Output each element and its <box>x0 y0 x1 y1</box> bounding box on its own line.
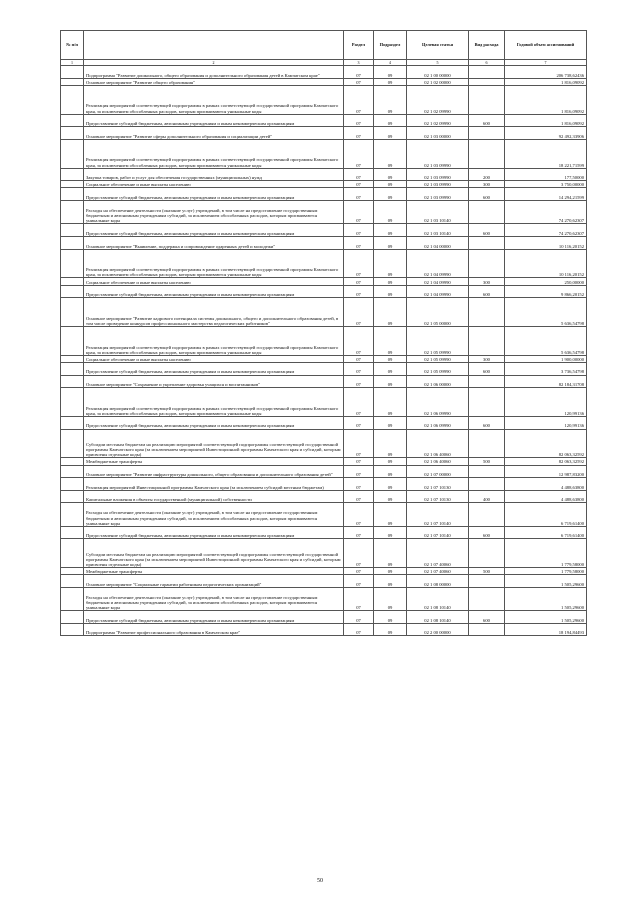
target-article-cell: 02 1 02 00000 <box>407 78 469 85</box>
target-article-cell: 02 1 04 09990 <box>407 278 469 285</box>
expense-type-cell <box>469 237 505 250</box>
amount-cell: 18 194,84493 <box>505 623 587 636</box>
amount-cell: 5 636,54798 <box>505 298 587 327</box>
table-row <box>61 526 587 539</box>
expense-type-cell: 300 <box>469 181 505 188</box>
expense-type-cell <box>469 503 505 526</box>
amount-cell: 206 738,62436 <box>505 66 587 79</box>
section-cell: 07 <box>344 127 374 140</box>
row-name-cell: Подпрограмма "Развитие профессионального образования в Камчатском крае" <box>84 623 344 636</box>
section-cell: 07 <box>344 278 374 285</box>
expense-type-cell: 600 <box>469 416 505 429</box>
subsection-cell: 09 <box>374 66 407 79</box>
column-number: 3 <box>344 60 374 66</box>
target-article-cell: 02 1 00 00000 <box>407 66 469 79</box>
num-cell <box>61 114 84 127</box>
num-cell <box>61 623 84 636</box>
section-cell: 07 <box>344 66 374 79</box>
row-name-cell: Реализация мероприятий соответствующей подпрограммы в рамках соответствующей государственной программы Камчатского края, за исключением обособленных расходов, которым присваиваются уникальные коды <box>84 249 344 278</box>
target-article-cell: 02 1 07 10140 <box>407 503 469 526</box>
target-article-cell: 02 1 07 10130 <box>407 490 469 503</box>
section-cell: 07 <box>344 458 374 465</box>
section-cell: 07 <box>344 188 374 201</box>
num-cell <box>61 362 84 375</box>
target-article-cell: 02 1 03 09990 <box>407 168 469 181</box>
row-name-cell: Основное мероприятие "Социальные гарантии работникам педагогических организаций" <box>84 575 344 588</box>
subsection-cell: 09 <box>374 587 407 610</box>
table-row <box>61 539 587 568</box>
table-row <box>61 611 587 624</box>
subsection-cell: 09 <box>374 278 407 285</box>
row-name-cell: Расходы на обеспечение деятельности (оказание услуг) учреждений, в том числе на предоставление государственным бюджетным и автономным учреждениям субсидий, за исключением обособленных расходов, которым присваиваются уникальные коды <box>84 503 344 526</box>
table-row <box>61 298 587 327</box>
expense-type-cell <box>469 587 505 610</box>
amount-cell: 18 221,71599 <box>505 139 587 168</box>
header-name <box>84 31 344 60</box>
row-name-cell: Расходы на обеспечение деятельности (оказание услуг) учреждений, в том числе на предоставление государственным бюджетным и автономным учреждениям субсидий, за исключением обособленных расходов, которым присваиваются уникальные коды <box>84 587 344 610</box>
amount-cell: 9 866,20152 <box>505 285 587 298</box>
expense-type-cell <box>469 78 505 85</box>
row-name-cell: Реализация мероприятий соответствующей подпрограммы в рамках соответствующей государственной программы Камчатского края, за исключением обособленных расходов, которым присваиваются уникальные коды <box>84 85 344 114</box>
target-article-cell: 02 1 05 00000 <box>407 298 469 327</box>
num-cell <box>61 249 84 278</box>
header-expense-type: Вид расхода <box>469 31 505 60</box>
column-number: 6 <box>469 60 505 66</box>
header-section: Раздел <box>344 31 374 60</box>
row-name-cell: Подпрограмма "Развитие дошкольного, общего образования и дополнительного образования детей в Камчатском крае" <box>84 66 344 79</box>
row-name-cell: Расходы на обеспечение деятельности (оказание услуг) учреждений, в том числе на предоставление государственным бюджетным и автономным учреждениям субсидий, за исключением обособленных расходов, которым присваиваются уникальные коды <box>84 201 344 224</box>
section-cell: 07 <box>344 139 374 168</box>
num-cell <box>61 181 84 188</box>
num-cell <box>61 478 84 491</box>
column-number: 1 <box>61 60 84 66</box>
target-article-cell: 02 1 07 40060 <box>407 539 469 568</box>
num-cell <box>61 85 84 114</box>
amount-cell: 1 816,09092 <box>505 114 587 127</box>
target-article-cell: 02 1 08 10140 <box>407 611 469 624</box>
amount-cell: 1 505,29600 <box>505 575 587 588</box>
target-article-cell: 02 1 07 10130 <box>407 478 469 491</box>
num-cell <box>61 575 84 588</box>
section-cell: 07 <box>344 478 374 491</box>
expense-type-cell <box>469 478 505 491</box>
target-article-cell: 02 1 08 00000 <box>407 575 469 588</box>
subsection-cell: 09 <box>374 168 407 181</box>
column-number: 5 <box>407 60 469 66</box>
section-cell: 07 <box>344 429 374 458</box>
table-row <box>61 85 587 114</box>
table-row <box>61 224 587 237</box>
expense-type-cell <box>469 429 505 458</box>
amount-cell: 82 063,32592 <box>505 429 587 458</box>
row-name-cell: Предоставление субсидий бюджетным, автономным учреждениям и иным некоммерческим организациям <box>84 362 344 375</box>
target-article-cell: 02 1 03 10140 <box>407 201 469 224</box>
table-row <box>61 458 587 465</box>
table-row <box>61 362 587 375</box>
target-article-cell: 02 1 05 09990 <box>407 355 469 362</box>
subsection-cell: 09 <box>374 429 407 458</box>
section-cell: 07 <box>344 249 374 278</box>
row-name-cell: Основное мероприятие "Развитие общего образования" <box>84 78 344 85</box>
expense-type-cell: 500 <box>469 568 505 575</box>
section-cell: 07 <box>344 465 374 478</box>
row-name-cell: Межбюджетные трансферты <box>84 568 344 575</box>
section-cell: 07 <box>344 168 374 181</box>
amount-cell: 250,00000 <box>505 278 587 285</box>
num-cell <box>61 168 84 181</box>
amount-cell: 1 505,29600 <box>505 611 587 624</box>
header-amount: Годовой объем ассигнований <box>505 31 587 60</box>
section-cell: 07 <box>344 201 374 224</box>
row-name-cell: Основное мероприятие "Развитие сферы дополнительного образования и социализации детей" <box>84 127 344 140</box>
subsection-cell: 09 <box>374 85 407 114</box>
column-number: 4 <box>374 60 407 66</box>
amount-cell: 120,99136 <box>505 416 587 429</box>
amount-cell: 1 505,29600 <box>505 587 587 610</box>
subsection-cell: 09 <box>374 237 407 250</box>
num-cell <box>61 490 84 503</box>
expense-type-cell: 300 <box>469 355 505 362</box>
table-row <box>61 237 587 250</box>
target-article-cell: 02 1 03 10140 <box>407 224 469 237</box>
num-cell <box>61 237 84 250</box>
row-name-cell: Межбюджетные трансферты <box>84 458 344 465</box>
section-cell: 07 <box>344 503 374 526</box>
row-name-cell: Основное мероприятие "Развитие кадрового потенциала системы дошкольного, общего и дополнительного образования детей, в том числе проведение конкурсов профессионального мастерства педагогических работников" <box>84 298 344 327</box>
target-article-cell: 02 1 03 00000 <box>407 127 469 140</box>
table-row <box>61 249 587 278</box>
row-name-cell: Капитальные вложения в объекты государственной (муниципальной) собственности <box>84 490 344 503</box>
expense-type-cell <box>469 139 505 168</box>
amount-cell: 82 184,31708 <box>505 375 587 388</box>
expense-type-cell <box>469 623 505 636</box>
header-subsection: Подраздел <box>374 31 407 60</box>
amount-cell: 82 063,32592 <box>505 458 587 465</box>
section-cell: 07 <box>344 611 374 624</box>
num-cell <box>61 416 84 429</box>
row-name-cell: Субсидии местным бюджетам на реализацию мероприятий соответствующей подпрограммы соответствующей государственной программы Камчатского края (за исключением мероприятий Инвестиционной программы Камчатского края и субсидий, которым присвоены отдельные коды) <box>84 429 344 458</box>
section-cell: 07 <box>344 416 374 429</box>
amount-cell: 74 270,62307 <box>505 224 587 237</box>
amount-cell: 5 636,54798 <box>505 326 587 355</box>
budget-table <box>60 30 587 636</box>
expense-type-cell: 600 <box>469 285 505 298</box>
target-article-cell: 02 1 05 09990 <box>407 326 469 355</box>
subsection-cell: 09 <box>374 568 407 575</box>
table-row <box>61 568 587 575</box>
row-name-cell: Реализация мероприятий Инвестиционной программы Камчатского края (за исключением субсидий местным бюджетам) <box>84 478 344 491</box>
section-cell: 07 <box>344 568 374 575</box>
target-article-cell: 02 1 07 00000 <box>407 465 469 478</box>
table-row <box>61 326 587 355</box>
column-number: 7 <box>505 60 587 66</box>
table-row <box>61 78 587 85</box>
table-row <box>61 201 587 224</box>
amount-cell: 1 779,58000 <box>505 539 587 568</box>
header-target: Целевая статья <box>407 31 469 60</box>
num-cell <box>61 127 84 140</box>
amount-cell: 1 816,09092 <box>505 85 587 114</box>
section-cell: 07 <box>344 490 374 503</box>
subsection-cell: 09 <box>374 388 407 417</box>
target-article-cell: 02 1 07 10140 <box>407 526 469 539</box>
section-cell: 07 <box>344 526 374 539</box>
section-cell: 07 <box>344 375 374 388</box>
expense-type-cell <box>469 465 505 478</box>
row-name-cell: Реализация мероприятий соответствующей подпрограммы в рамках соответствующей государственной программы Камчатского края, за исключением обособленных расходов, которым присваиваются уникальные коды <box>84 326 344 355</box>
num-cell <box>61 278 84 285</box>
expense-type-cell <box>469 388 505 417</box>
amount-cell: 3 750,00000 <box>505 181 587 188</box>
table-row <box>61 503 587 526</box>
num-cell <box>61 188 84 201</box>
section-cell: 07 <box>344 539 374 568</box>
amount-cell: 14 294,21599 <box>505 188 587 201</box>
subsection-cell: 09 <box>374 490 407 503</box>
target-article-cell: 02 1 05 09990 <box>407 362 469 375</box>
target-article-cell: 02 1 03 09990 <box>407 181 469 188</box>
table-row <box>61 416 587 429</box>
row-name-cell: Предоставление субсидий бюджетным, автономным учреждениям и иным некоммерческим организациям <box>84 611 344 624</box>
expense-type-cell <box>469 375 505 388</box>
subsection-cell: 09 <box>374 285 407 298</box>
subsection-cell: 09 <box>374 375 407 388</box>
subsection-cell: 09 <box>374 362 407 375</box>
num-cell <box>61 375 84 388</box>
target-article-cell: 02 1 03 09990 <box>407 139 469 168</box>
amount-cell: 120,99136 <box>505 388 587 417</box>
expense-type-cell <box>469 249 505 278</box>
table-row <box>61 355 587 362</box>
table-row <box>61 139 587 168</box>
expense-type-cell: 300 <box>469 278 505 285</box>
amount-cell: 74 270,62307 <box>505 201 587 224</box>
section-cell: 07 <box>344 362 374 375</box>
row-name-cell: Основное мероприятие "Выявление, поддержка и сопровождение одаренных детей и молодежи" <box>84 237 344 250</box>
expense-type-cell <box>469 127 505 140</box>
subsection-cell: 09 <box>374 503 407 526</box>
row-name-cell: Основное мероприятие "Развитие инфраструктуры дошкольного, общего образования и дополнительного образования детей" <box>84 465 344 478</box>
num-cell <box>61 388 84 417</box>
expense-type-cell: 600 <box>469 188 505 201</box>
target-article-cell: 02 1 07 40060 <box>407 568 469 575</box>
row-name-cell: Субсидии местным бюджетам на реализацию мероприятий соответствующей подпрограммы соответствующей государственной программы Камчатского края (за исключением мероприятий Инвестиционной программы Камчатского края и субсидий, которым присвоены отдельные коды) <box>84 539 344 568</box>
section-cell: 07 <box>344 355 374 362</box>
row-name-cell: Социальное обеспечение и иные выплаты населению <box>84 355 344 362</box>
target-article-cell: 02 2 00 00000 <box>407 623 469 636</box>
table-row <box>61 278 587 285</box>
num-cell <box>61 139 84 168</box>
num-cell <box>61 587 84 610</box>
section-cell: 07 <box>344 623 374 636</box>
expense-type-cell: 600 <box>469 611 505 624</box>
expense-type-cell: 500 <box>469 458 505 465</box>
num-cell <box>61 526 84 539</box>
expense-type-cell <box>469 66 505 79</box>
subsection-cell: 09 <box>374 298 407 327</box>
subsection-cell: 09 <box>374 201 407 224</box>
num-cell <box>61 355 84 362</box>
subsection-cell: 09 <box>374 139 407 168</box>
expense-type-cell: 400 <box>469 490 505 503</box>
table-body <box>61 66 587 636</box>
header-num: № п/п <box>61 31 84 60</box>
subsection-cell: 09 <box>374 526 407 539</box>
subsection-cell: 09 <box>374 188 407 201</box>
subsection-cell: 09 <box>374 416 407 429</box>
subsection-cell: 09 <box>374 575 407 588</box>
table-row <box>61 114 587 127</box>
subsection-cell: 09 <box>374 355 407 362</box>
num-cell <box>61 285 84 298</box>
row-name-cell: Закупка товаров, работ и услуг для обеспечения государственных (муниципальных) нужд <box>84 168 344 181</box>
amount-cell: 4 488,63800 <box>505 478 587 491</box>
row-name-cell: Социальное обеспечение и иные выплаты населению <box>84 278 344 285</box>
expense-type-cell <box>469 326 505 355</box>
subsection-cell: 09 <box>374 127 407 140</box>
section-cell: 07 <box>344 388 374 417</box>
subsection-cell: 09 <box>374 539 407 568</box>
table-row <box>61 181 587 188</box>
table-row <box>61 127 587 140</box>
table-row <box>61 388 587 417</box>
section-cell: 07 <box>344 114 374 127</box>
table-row <box>61 490 587 503</box>
amount-cell: 1 816,09092 <box>505 78 587 85</box>
section-cell: 07 <box>344 587 374 610</box>
target-article-cell: 02 1 06 09990 <box>407 416 469 429</box>
row-name-cell: Реализация мероприятий соответствующей подпрограммы в рамках соответствующей государственной программы Камчатского края, за исключением обособленных расходов, которым присваиваются уникальные коды <box>84 388 344 417</box>
row-name-cell: Предоставление субсидий бюджетным, автономным учреждениям и иным некоммерческим организациям <box>84 188 344 201</box>
amount-cell: 92 492,33906 <box>505 127 587 140</box>
section-cell: 07 <box>344 298 374 327</box>
target-article-cell: 02 1 02 09990 <box>407 114 469 127</box>
num-cell <box>61 66 84 79</box>
num-cell <box>61 539 84 568</box>
target-article-cell: 02 1 03 09990 <box>407 188 469 201</box>
row-name-cell: Основное мероприятие "Сохранение и укрепление здоровья учащихся и воспитанников" <box>84 375 344 388</box>
row-name-cell: Социальное обеспечение и иные выплаты населению <box>84 181 344 188</box>
section-cell: 07 <box>344 85 374 114</box>
target-article-cell: 02 1 04 00000 <box>407 237 469 250</box>
row-name-cell: Предоставление субсидий бюджетным, автономным учреждениям и иным некоммерческим организациям <box>84 416 344 429</box>
num-cell <box>61 78 84 85</box>
table-row <box>61 587 587 610</box>
subsection-cell: 09 <box>374 181 407 188</box>
section-cell: 07 <box>344 78 374 85</box>
row-name-cell: Предоставление субсидий бюджетным, автономным учреждениям и иным некоммерческим организациям <box>84 224 344 237</box>
table-header-row <box>61 31 587 60</box>
table-row <box>61 285 587 298</box>
amount-cell: 177,50000 <box>505 168 587 181</box>
subsection-cell: 09 <box>374 478 407 491</box>
amount-cell: 10 116,20152 <box>505 237 587 250</box>
section-cell: 07 <box>344 181 374 188</box>
row-name-cell: Предоставление субсидий бюджетным, автономным учреждениям и иным некоммерческим организациям <box>84 114 344 127</box>
expense-type-cell: 600 <box>469 114 505 127</box>
section-cell: 07 <box>344 224 374 237</box>
num-cell <box>61 224 84 237</box>
table-row <box>61 66 587 79</box>
expense-type-cell <box>469 575 505 588</box>
target-article-cell: 02 1 02 09990 <box>407 85 469 114</box>
num-cell <box>61 458 84 465</box>
table-row <box>61 623 587 636</box>
num-cell <box>61 201 84 224</box>
expense-type-cell: 600 <box>469 362 505 375</box>
amount-cell: 6 719,61400 <box>505 503 587 526</box>
num-cell <box>61 429 84 458</box>
subsection-cell: 09 <box>374 623 407 636</box>
num-cell <box>61 568 84 575</box>
expense-type-cell <box>469 298 505 327</box>
subsection-cell: 09 <box>374 326 407 355</box>
subsection-cell: 09 <box>374 114 407 127</box>
target-article-cell: 02 1 08 10140 <box>407 587 469 610</box>
page-number: 50 <box>317 878 323 884</box>
row-name-cell: Предоставление субсидий бюджетным, автономным учреждениям и иным некоммерческим организациям <box>84 526 344 539</box>
amount-cell: 4 488,63800 <box>505 490 587 503</box>
table-row <box>61 375 587 388</box>
table-row <box>61 188 587 201</box>
section-cell: 07 <box>344 237 374 250</box>
row-name-cell: Предоставление субсидий бюджетным, автономным учреждениям и иным некоммерческим организациям <box>84 285 344 298</box>
subsection-cell: 09 <box>374 249 407 278</box>
row-name-cell: Реализация мероприятий соответствующей подпрограммы в рамках соответствующей государственной программы Камчатского края, за исключением обособленных расходов, которым присваиваются уникальные коды <box>84 139 344 168</box>
subsection-cell: 09 <box>374 465 407 478</box>
target-article-cell: 02 1 04 09990 <box>407 285 469 298</box>
table-row <box>61 478 587 491</box>
subsection-cell: 09 <box>374 224 407 237</box>
target-article-cell: 02 1 06 40060 <box>407 429 469 458</box>
num-cell <box>61 465 84 478</box>
target-article-cell: 02 1 06 40060 <box>407 458 469 465</box>
target-article-cell: 02 1 06 00000 <box>407 375 469 388</box>
num-cell <box>61 611 84 624</box>
budget-document <box>60 30 586 636</box>
expense-type-cell: 600 <box>469 526 505 539</box>
table-row <box>61 429 587 458</box>
amount-cell: 12 987,83200 <box>505 465 587 478</box>
section-cell: 07 <box>344 285 374 298</box>
expense-type-cell: 200 <box>469 168 505 181</box>
num-cell <box>61 503 84 526</box>
column-number: 2 <box>84 60 344 66</box>
amount-cell: 1 900,00000 <box>505 355 587 362</box>
amount-cell: 3 736,54798 <box>505 362 587 375</box>
table-row <box>61 168 587 181</box>
section-cell: 07 <box>344 575 374 588</box>
num-cell <box>61 326 84 355</box>
section-cell: 07 <box>344 326 374 355</box>
subsection-cell: 09 <box>374 458 407 465</box>
expense-type-cell <box>469 201 505 224</box>
expense-type-cell: 600 <box>469 224 505 237</box>
amount-cell: 10 116,20152 <box>505 249 587 278</box>
subsection-cell: 09 <box>374 611 407 624</box>
expense-type-cell <box>469 85 505 114</box>
expense-type-cell <box>469 539 505 568</box>
table-row <box>61 575 587 588</box>
num-cell <box>61 298 84 327</box>
table-row <box>61 465 587 478</box>
amount-cell: 6 719,61400 <box>505 526 587 539</box>
target-article-cell: 02 1 06 09990 <box>407 388 469 417</box>
target-article-cell: 02 1 04 09990 <box>407 249 469 278</box>
subsection-cell: 09 <box>374 78 407 85</box>
amount-cell: 1 779,58000 <box>505 568 587 575</box>
